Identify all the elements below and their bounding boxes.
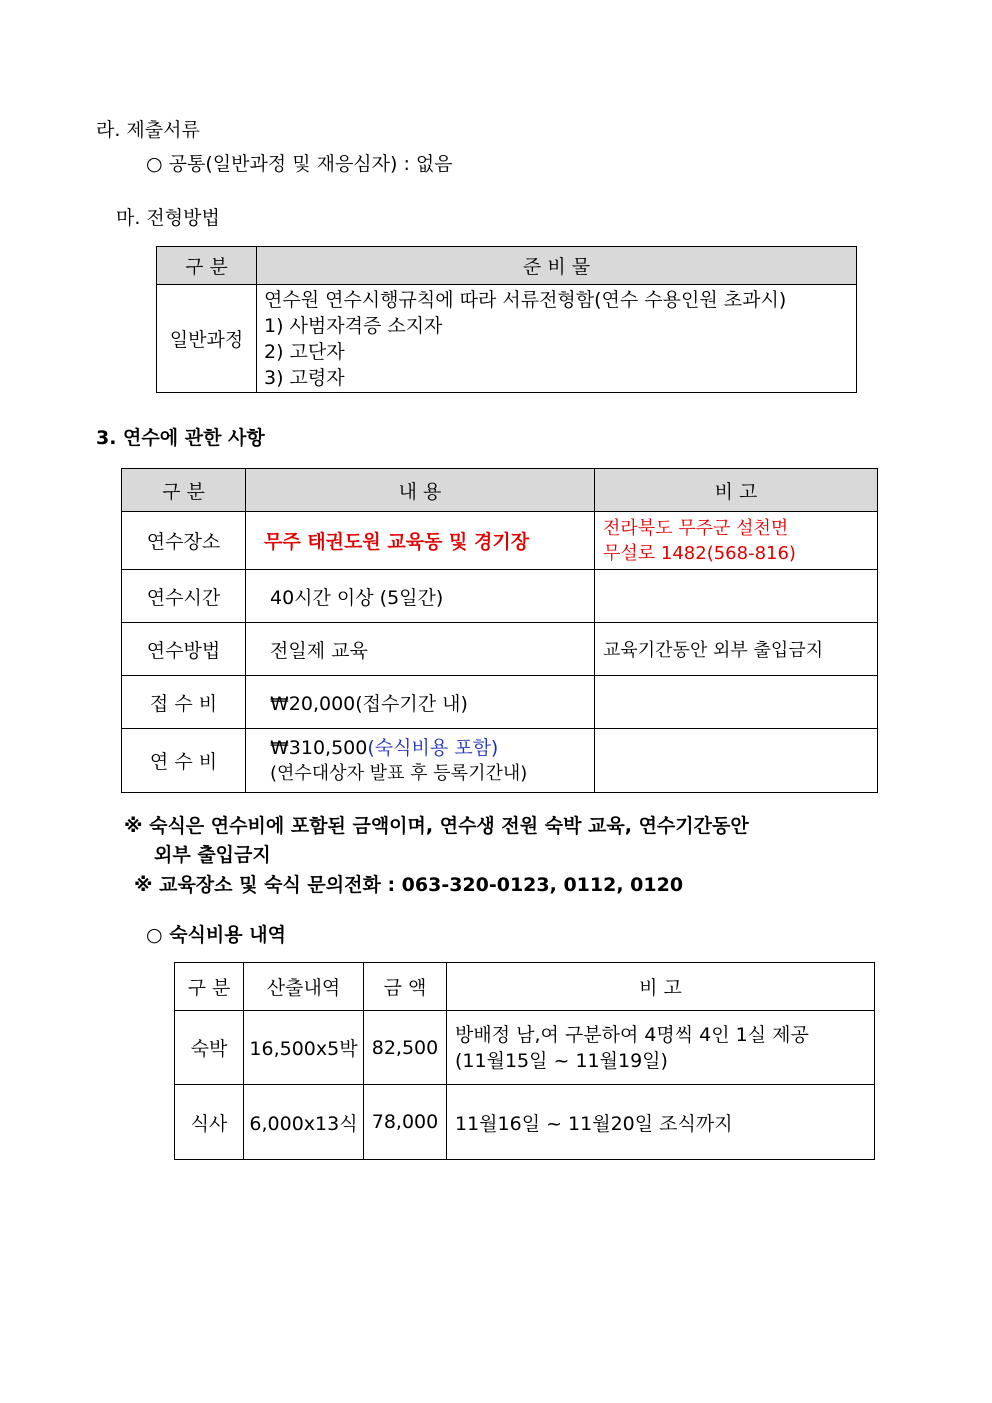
lodging-row-label: 식사 [175,1085,244,1160]
lodging-table [174,962,875,1160]
training-row-content: 무주 태권도원 교육동 및 경기장 [246,512,595,570]
lodging-row-amount: 78,000 [364,1085,447,1160]
screening-line: 3) 고령자 [264,366,345,389]
training-table [121,468,878,793]
screening-header-category: 구 분 [157,247,257,285]
screening-line: 1) 사범자격증 소지자 [264,314,443,337]
training-row-label: 접 수 비 [122,676,246,729]
lodging-header-amount: 금 액 [364,963,447,1011]
training-row-note [595,729,878,793]
training-row-content: 전일제 교육 [246,623,595,676]
training-note-line: 무설로 1482(568-816) [603,542,796,564]
training-row-content [246,729,595,793]
screening-table [156,246,857,393]
lodging-heading: ○ 숙식비용 내역 [146,924,286,946]
section-ra-heading: 라. 제출서류 [96,119,200,141]
training-row-label: 연수방법 [122,623,246,676]
screening-row-label: 일반과정 [157,285,257,393]
section-ra-item: ○ 공통(일반과정 및 재응심자) : 없음 [146,153,453,175]
section3-heading: 3. 연수에 관한 사항 [96,427,265,449]
training-row-note: 교육기간동안 외부 출입금지 [595,623,878,676]
lodging-row-note: 11월16일 ~ 11월20일 조식까지 [447,1085,875,1160]
lodging-row-calc: 16,500x5박 [244,1011,364,1085]
fee-subnote: (연수대상자 발표 후 등록기간내) [270,762,528,784]
training-header-note: 비 고 [595,469,878,512]
section-ma-heading: 마. 전형방법 [116,207,220,229]
lodging-note-line: (11월15일 ~ 11월19일) [455,1049,668,1072]
training-row-content: 40시간 이상 (5일간) [246,570,595,623]
lodging-header-category: 구 분 [175,963,244,1011]
training-row-label: 연수시간 [122,570,246,623]
screening-line: 2) 고단자 [264,340,345,363]
note-lodging-cont: 외부 출입금지 [154,844,271,866]
training-row-note [595,512,878,570]
training-row-note [595,570,878,623]
screening-row-content [257,285,857,393]
note-lodging: ※ 숙식은 연수비에 포함된 금액이며, 연수생 전원 숙박 교육, 연수기간동안 [124,815,749,837]
training-row-label: 연수장소 [122,512,246,570]
lodging-row-amount: 82,500 [364,1011,447,1085]
fee-amount: ₩310,500 [270,736,368,759]
lodging-row-note [447,1011,875,1085]
lodging-note-line: 방배정 남,여 구분하여 4명씩 4인 1실 제공 [455,1023,809,1046]
lodging-header-calc: 산출내역 [244,963,364,1011]
training-header-content: 내 용 [246,469,595,512]
screening-line: 연수원 연수시행규칙에 따라 서류전형함(연수 수용인원 초과시) [264,288,787,311]
training-row-label: 연 수 비 [122,729,246,793]
fee-includes: (숙식비용 포함) [367,736,499,759]
lodging-header-note: 비 고 [447,963,875,1011]
note-contact: ※ 교육장소 및 숙식 문의전화 : 063-320-0123, 0112, 0120 [134,874,684,896]
lodging-row-calc: 6,000x13식 [244,1085,364,1160]
training-note-line: 전라북도 무주군 설천면 [603,517,789,539]
lodging-row-label: 숙박 [175,1011,244,1085]
training-header-category: 구 분 [122,469,246,512]
training-row-content: ₩20,000(접수기간 내) [246,676,595,729]
screening-header-materials: 준 비 물 [257,247,857,285]
training-row-note [595,676,878,729]
